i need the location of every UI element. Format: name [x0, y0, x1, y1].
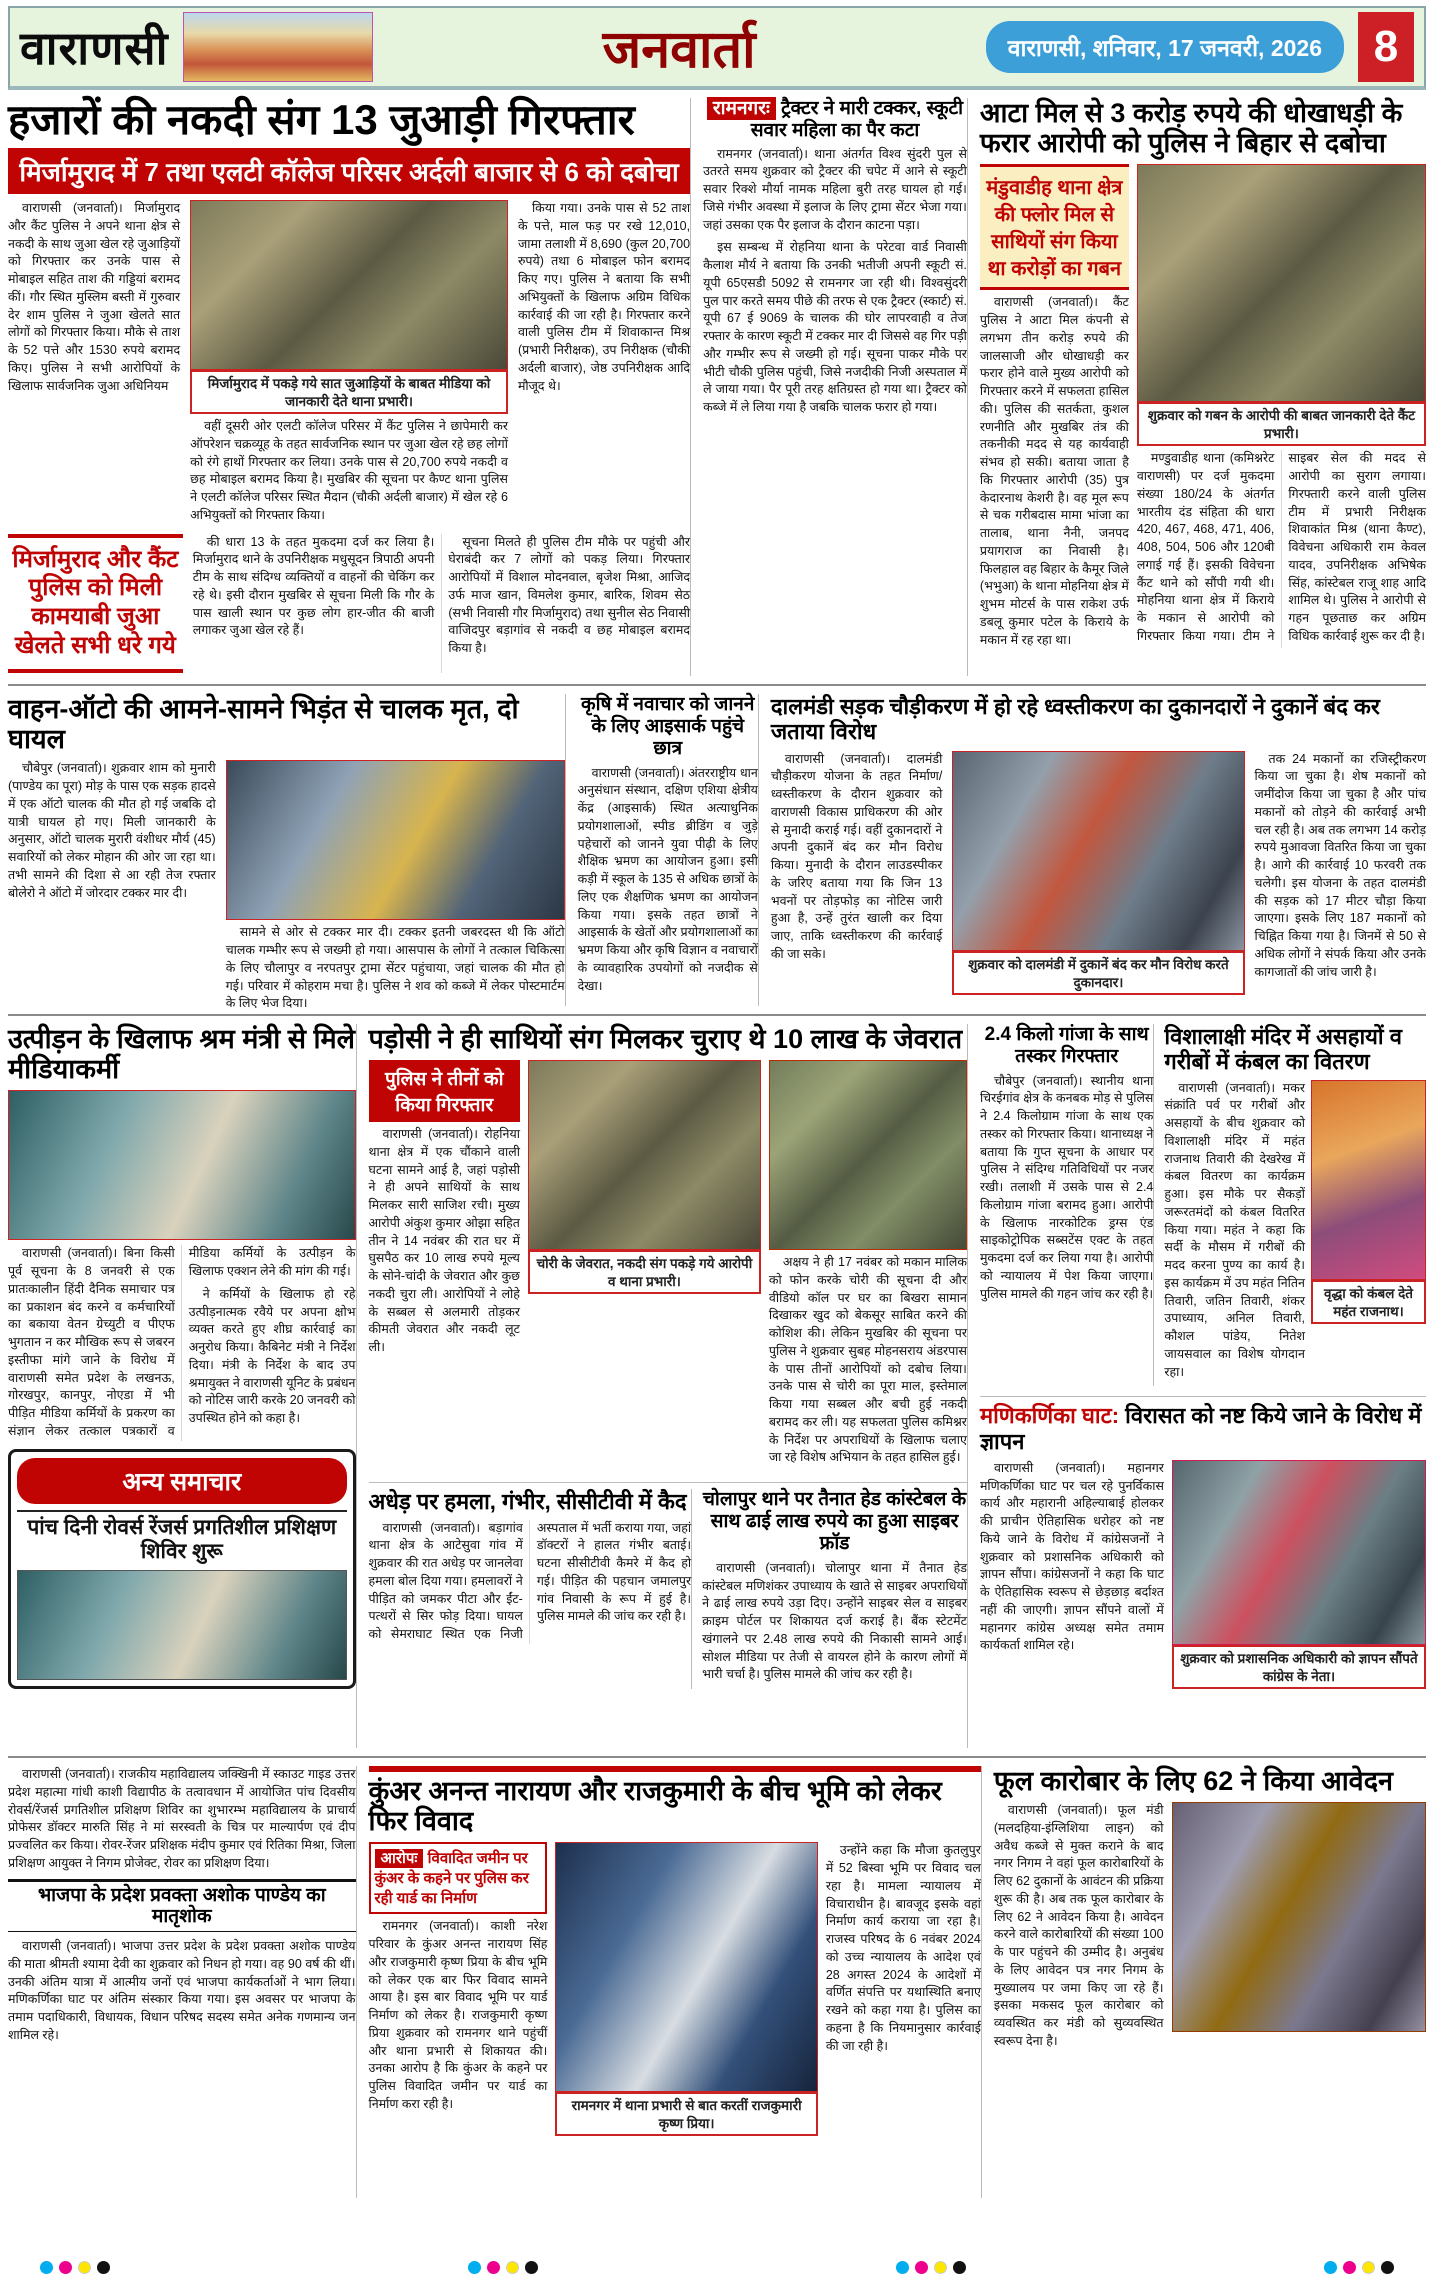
blanket-photo-caption: वृद्धा को कंबल देते महंत राजनाथ। — [1311, 1280, 1426, 1324]
auto-p2: सामने से ओर से टक्कर मार दी। टक्कर इतनी जबरदस्त थी कि ऑटो चालक गम्भीर रूप से जख्मी हो गया। आसपास के लोगों ने तत्काल चिकित्सा के लिए चौलापुर व नरपतपुर ट्रामा सेंटर पहुंचाया, जहां चालक की मौत हो गई। परिवार में कोहराम मचा है। पुलिस ने शव को कब्जे में लेकर पोस्टमार्टम के लिए भेज दिया। — [225, 925, 565, 1011]
article-ramnagar — [703, 98, 968, 676]
flourmill-headline: आटा मिल से 3 करोड़ रुपये की धोखाधड़ी के फरार आरोपी को पुलिस ने बिहार से दबोचा — [979, 98, 1403, 159]
page-number-badge: 8 — [1358, 12, 1414, 82]
blanket-p1: वाराणसी (जनवार्ता)। मकर संक्रांति पर्व पर गरीबों और असहायों के बीच शुक्रवार को विशालाक्षी मंदिर में महंत राजनाथ तिवारी की देखरेख में कंबल वितरण का कार्यक्रम हुआ। इस मौके पर सैकड़ों जरूरतमंदों को कंबल वितरित किया गया। महंत ने कहा कि सर्दी के मौसम में गरीबों की मदद करना पुण्य का कार्य है। इस कार्यक्रम में उप महंत नितिन तिवारी, जतिन तिवारी, शंकर उपाध्याय, अनिल तिवारी, कौशल पांडेय, नितेश जायसवाल का विशेष योगदान रहा। — [1164, 1080, 1305, 1379]
article-dalmandi — [771, 694, 1426, 1006]
gambling-photo — [190, 200, 508, 370]
column-bottom-left — [8, 1766, 357, 2198]
article-neighbour — [369, 1024, 967, 1472]
article-ganja — [980, 1024, 1154, 1386]
article-isarc — [578, 694, 759, 1006]
neighbour-subbox: पुलिस ने तीनों को किया गिरफ्तार — [369, 1060, 520, 1122]
manikarnika-p1: वाराणसी (जनवार्ता)। महानगर मणिकर्णिका घाट पर चल रहे पुनर्विकास कार्य और महारानी अहिल्याबाई होलकर की प्राचीन ऐतिहासिक धरोहर को नष्ट किये जाने के विरोध में कांग्रेसजनों ने शुक्रवार को प्रशासनिक अधिकारी को ज्ञापन सौंपा। कांग्रेसजनों ने कहा कि घाट के ऐतिहासिक स्वरूप से छेड़छाड़ बर्दाश्त नहीं की जाएगी। ज्ञापन सौंपने वालों में महानगर कांग्रेस अध्यक्ष समेत तमाम कार्यकर्ता शामिल रहे। — [979, 1460, 1164, 1653]
kunwar-sub-label: आरोपः — [375, 1849, 424, 1868]
article-blanket — [1164, 1024, 1426, 1386]
neighbour-photo-1 — [528, 1060, 761, 1250]
dalmandi-p1: वाराणसी (जनवार्ता)। दालमंडी चौड़ीकरण योजना के तहत निर्माण/ध्वस्तीकरण के दौरान शुक्रवार को वाराणसी विकास प्राधिकरण की ओर से मुनादी कराई गई। वहीं दुकानदारों ने अपनी दुकानें बंद कर मौन विरोध किया। मुनादी के दौरान लाउडस्पीकर के जरिए बताया गया कि जिन 13 भवनों पर तोड़फोड़ का नोटिस जारी हुआ है, उन्हें तुरंत खाली कर दिया जाए, ताकि ध्वस्तीकरण की कार्रवाई की जा सके। — [770, 751, 943, 961]
kunwar-headline: कुंअर अनन्त नारायण और राजकुमारी के बीच भूमि को लेकर फिर विवाद — [368, 1776, 942, 1837]
article-attack — [369, 1489, 693, 1689]
column-b — [369, 1024, 968, 1748]
flourmill-p2: मण्डुवाडीह थाना (कमिश्नरेट वाराणसी) पर दर्ज मुकदमा संख्या 180/24 के अंतर्गत भारतीय दंड संहिता की धारा 420, 467, 468, 471, 406, 408, 504, 506 और 120बी लगाई गई हैं। इसकी विवेचना कैंट थाने को सौंपी गयी थी। मोहनिया थाना क्षेत्र में किराये के मकान से आरोपी को गिरफ्तार किया गया। टीम ने साइबर सेल की मदद से आरोपी का सुराग लगाया। गिरफ्तारी करने वाली पुलिस टीम में प्रभारी निरीक्षक शिवाकांत मिश्र (थाना कैण्ट), विवेचना अधिकारी राम केवल यादव, उपनिरीक्षक अभिषेक सिंह, कांस्टेबल राजू शाह आदि शामिल थे। पुलिस ने आरोपी से गहन पूछताछ कर अग्रिम विधिक कार्रवाई शुरू कर दी है। — [1136, 451, 1426, 643]
rovers-photo — [17, 1570, 347, 1680]
section-lower — [8, 1016, 1426, 1758]
edition-date-pill: वाराणसी, शनिवार, 17 जनवरी, 2026 — [986, 21, 1344, 73]
auto-headline: वाहन-ऑटो की आमने-सामने भिड़ंत से चालक मृत, दो घायल — [8, 694, 519, 755]
registration-marks-left — [40, 2261, 110, 2274]
isarc-p1: वाराणसी (जनवार्ता)। अंतरराष्ट्रीय धान अनुसंधान संस्थान, दक्षिण एशिया क्षेत्रीय केंद्र (आइसार्क) स्थित अत्याधुनिक प्रयोगशालाओं, स्पीड ब्रीडिंग व जुड़े पहेचारों को जानने युवा पीढ़ी के लिए शैक्षिक भ्रमण का आयोजन हुआ। इसी कड़ी में स्कूल के 135 से अधिक छात्रों के लिए एक शैक्षणिक भ्रमण का आयोजन किया गया। इसके तहत छात्रों ने आइसार्क के खेतों और प्रयोगशालाओं का भ्रमण किया और कृषि विज्ञान व नवाचारों के व्यावहारिक उपयोगों को नजदीक से देखा। — [577, 765, 758, 993]
kunwar-sub-text: विवादित जमीन पर कुंअर के कहने पर पुलिस कर रही यार्ड का निर्माण — [374, 1850, 529, 1908]
neighbour-headline: पड़ोसी ने ही साथियों संग मिलकर चुराए थे 10 लाख के जेवरात — [368, 1024, 963, 1054]
paper-title: जनवार्ता — [602, 20, 756, 79]
registration-marks-center-right — [896, 2261, 966, 2274]
kunwar-photo — [555, 1842, 817, 2092]
article-flourmill — [980, 98, 1426, 676]
labour-p1: वाराणसी (जनवार्ता)। बिना किसी पूर्व सूचना के 8 जनवरी से एक प्रातःकालीन हिंदी दैनिक समाचार पत्र का प्रकाशन बंद करने व कर्मचारियों का बकाया वेतन ग्रेच्युटी व पीएफ भुगतान न कर मौखिक रूप से जबरन इस्तीफा मांगे जाने के विरोध में वाराणसी समेत प्रदेश के लखनऊ, गोरखपुर, कानपुर, नोएडा में भी पीड़ित मीडिया कर्मियों के प्रकरण का संज्ञान लेकर तत्काल पत्रकारों व मीडिया कर्मियों के उत्पीड़न के खिलाफ एक्शन लेने की मांग की गई। — [8, 1246, 356, 1438]
ramnagar-headline: ट्रैक्टर ने मारी टक्कर, स्कूटी सवार महिला का पैर कटा — [750, 98, 964, 141]
ganja-headline: 2.4 किलो गांजा के साथ तस्कर गिरफ्तार — [984, 1024, 1149, 1067]
gambling-p1: वाराणसी (जनवार्ता)। मिर्जामुराद और कैंट पुलिस ने अपने थाना क्षेत्र से नकदी के साथ जुआ खेल रहे जुआड़ियों को गिरफ्तार कर उनके पास से मोबाइल सहित ताश की गड्डियां बरामद कीं। गौर स्थित मुस्लिम बस्ती में गुरुवार देर शाम पुलिस ने जुआ खेलते सात लोगों को गिरफ्तार किया। मौके से ताश के 52 पत्ते और 1530 रुपये बरामद किए। पुलिस ने सभी आरोपियों के खिलाफ सार्वजनिक जुआ अधिनियम — [8, 201, 181, 393]
auto-photo — [226, 760, 565, 920]
labour-p2: ने कर्मियों के खिलाफ हो रहे उत्पीड़नात्मक रवैये पर अपना क्षोभ व्यक्त करते हुए शीघ्र कार्रवाई का अनुरोध किया। कैबिनेट मंत्री ने निर्देश दिया। मंत्री के निर्देश के बाद उप श्रमायुक्त ने वाराणसी यूनिट के प्रबंधन को नोटिस जारी करके 20 जनवरी को उपस्थित होने को कहा है। — [188, 1286, 356, 1426]
gambling-photo-caption: मिर्जामुराद में पकड़े गये सात जुआड़ियों के बाबत मीडिया को जानकारी देते थाना प्रभारी। — [190, 370, 508, 414]
cyber-p1: वाराणसी (जनवार्ता)। चोलापुर थाना में तैनात हेड कांस्टेबल मणिशंकर उपाध्याय के खाते से साइबर अपराधियों ने ढाई लाख रुपये उड़ा दिए। उन्होंने साइबर सेल व साइबर क्राइम पोर्टल पर शिकायत दर्ज कराई है। बैंक स्टेटमेंट खंगालने पर 2.48 लाख रुपये की निकासी सामने आई। सोशल मीडिया पर तेजी से वायरल होने के कारण लोगों में भारी चर्चा है। पुलिस मामले की जांच कर रही है। — [702, 1560, 967, 1682]
manikarnika-photo — [1172, 1460, 1426, 1645]
ramnagar-p2: इस सम्बन्ध में रोहनिया थाना के परेटवा वार्ड निवासी कैलाश मौर्य ने बताया कि उनकी भतीजी अपनी स्कूटी सं. यूपी 65एसडी 5092 से रामनगर जा रही थी। विश्वसुंदरी पुल पार करते समय पीछे की तरफ से एक ट्रैक्टर (स्कार्ट) सं. यूपी 67 ई 9069 के चालक की घोर लापरवाही व तेज रफ्तार के कारण स्कूटी में टक्कर मार दी जिससे वह गिर पड़ी और गम्भीर रूप से जख्मी हो गई। सूचना पाकर मौके पर भीटी चौकी पुलिस पहुंची, जिसे नजदीकी निजी अस्पताल में ले जाया गया। पैर पूरी तरह क्षतिग्रस्त हो गया था। ट्रैक्टर को कब्जे में ले लिया गया है जबकि चालक फरार हो गया। — [703, 240, 967, 415]
ramnagar-kicker: रामनगरः — [707, 97, 776, 120]
attack-headline: अधेड़ पर हमला, गंभीर, सीसीटीवी में कैद — [368, 1489, 687, 1515]
section-middle — [8, 686, 1426, 1016]
article-gambling — [8, 98, 691, 676]
flourmill-kicker-box: मंडुवाडीह थाना क्षेत्र की फ्लोर मिल से साथियों संग किया था करोड़ों का गबन — [980, 164, 1129, 290]
dalmandi-photo — [952, 751, 1244, 951]
masthead-city: वाराणसी — [20, 22, 169, 74]
auto-p1: चौबेपुर (जनवार्ता)। शुक्रवार शाम को मुनारी (पाण्डेय का पूरा) मोड़ के पास एक सड़क हादसे में एक ऑटो चालक की मौत हो गई जबकि दो यात्री घायल हो गए। मिली जानकारी के अनुसार, ऑटो चालक मुरारी वंशीधर मौर्य (45) सवारियों को लेकर मोहान की ओर जा रहा था। तभी सामने की दिशा से आ रही तेज रफ्तार बोलेरो ने ऑटो में जोरदार टक्कर मार दी। — [8, 761, 216, 900]
rovers-p1: वाराणसी (जनवार्ता)। राजकीय महाविद्यालय जक्खिनी में स्काउट गाइड उत्तर प्रदेश महात्मा गांधी काशी विद्यापीठ के तत्वावधान में आयोजित पांच दिवसीय रोवर्स/रेंजर्स प्रगतिशील प्रशिक्षण शिविर का शुभारम्भ महाविद्यालय के प्राचार्य प्रोफेसर डॉक्टर मारुति सिंह ने मां सरस्वती के चित्र पर माल्यार्पण एवं दीप प्रज्वलित कर किया। रोवर-रेंजर प्रशिक्षक मंदीप कुमार एवं रितिका मिश्रा, जिला प्रशिक्षण आयुक्त ने निगम प्रोजेक्ट, रोवर का प्रशिक्षण दिया। — [8, 1767, 356, 1870]
section-top — [8, 90, 1426, 686]
masthead — [8, 6, 1426, 90]
gambling-p3: सूचना मिलते ही पुलिस टीम मौके पर पहुंची और घेराबंदी कर 7 लोगों को पकड़ लिया। गिरफ्तार आरोपियों में विशाल मोदनवाल, बृजेश मिश्रा, आजिद उर्फ माज खान, विमलेश कुमार, बारिक, शिवम सेठ (सभी निवासी गौर मिर्जामुराद) तथा सुनील सेठ निवासी वाजिदपुर बड़ागांव से नकदी व छह मोबाइल बरामद किया है। — [448, 534, 691, 656]
neighbour-photo-caption: चोरी के जेवरात, नकदी संग पकड़े गये आरोपी व थाना प्रभारी। — [528, 1250, 761, 1294]
dalmandi-photo-caption: शुक्रवार को दालमंडी में दुकानें बंद कर मौन विरोध करते दुकानदार। — [952, 951, 1244, 995]
registration-marks — [0, 2261, 1434, 2274]
gambling-headline: हजारों की नकदी संग 13 जुआड़ी गिरफ्तार — [8, 96, 635, 143]
gambling-success-box: मिर्जामुराद और कैंट पुलिस को मिली कामयाबी जुआ खेलते सभी धरे गये — [8, 534, 183, 673]
gambling-p2: की धारा 13 के तहत मुकदमा दर्ज कर लिया है। मिर्जामुराद थाने के उपनिरीक्षक मधुसूदन त्रिपाठी अपनी टीम के साथ संदिग्ध व्यक्तियों व वाहनों की चेकिंग कर रहे थे। इसी दौरान मुखबिर से सूचना मिली कि गौर के पास खाली स्थान पर कुछ लोग हार-जीत की बाजी लगाकर जुआ खेल रहे हैं। — [192, 534, 435, 638]
bjp-headline: भाजपा के प्रदेश प्रवक्ता अशोक पाण्डेय का मातृशोक — [8, 1879, 356, 1933]
article-manikarnika — [980, 1396, 1426, 1689]
registration-marks-right — [1324, 2261, 1394, 2274]
article-cyber — [702, 1489, 967, 1689]
flourmill-photo-caption: शुक्रवार को गबन के आरोपी की बाबत जानकारी देते कैंट प्रभारी। — [1137, 402, 1426, 446]
kunwar-p1: रामनगर (जनवार्ता)। काशी नरेश परिवार के कुंअर अनन्त नारायण सिंह और राजकुमारी कृष्ण प्रिया के बीच भूमि को लेकर एक बार फिर विवाद सामने आया है। इस बार विवाद भूमि पर यार्ड निर्माण को लेकर है। राजकुमारी कृष्ण प्रिया शुक्रवार को रामनगर थाने पहुंचीं और थाना प्रभारी से शिकायत की। उनका आरोप है कि कुंअर के कहने पर पुलिस विवादित जमीन पर यार्ड का निर्माण करा रही है। — [368, 1919, 548, 2111]
section-bottom — [8, 1758, 1426, 2206]
article-labour — [8, 1024, 356, 1441]
other-news-title: अन्य समाचार — [17, 1458, 347, 1504]
dalmandi-headline: दालमंडी सड़क चौड़ीकरण में हो रहे ध्वस्तीकरण का दुकानदारों ने दुकानें बंद कर जताया विरोध — [770, 694, 1380, 745]
column-c — [980, 1024, 1426, 1748]
labour-headline: उत्पीड़न के खिलाफ श्रम मंत्री से मिले मीडियाकर्मी — [8, 1024, 355, 1085]
blanket-headline: विशालाक्षी मंदिर में असहायों व गरीबों में कंबल का वितरण — [1164, 1024, 1402, 1075]
cyber-headline: चोलापुर थाने पर तैनात हेड कांस्टेबल के साथ ढाई लाख रुपये का हुआ साइबर फ्रॉड — [702, 1489, 967, 1554]
flourmill-p1: वाराणसी (जनवार्ता)। कैंट पुलिस ने आटा मिल कंपनी से लगभग तीन करोड़ रुपये की जालसाजी और धोखाधड़ी कर फरार होने वाले मुख्य आरोपी को गिरफ्तार करने में सफलता हासिल की। पुलिस की सतर्कता, कुशल रणनीति और मुखबिर तंत्र की तकनीकी मदद से यह कार्यवाही संभव हो सकी। बताया जाता है कि गिरफ्तार आरोपी (35) पुत्र केदारनाथ केशरी है। वह मूल रूप से चक गरीबदास मामा भांजा का तालाब, थाना नैनी, जनपद प्रयागराज का निवासी है। फिलहाल वह बिहार के कैमूर जिले (भभुआ) के थाना मोहनिया क्षेत्र में शुभम मोटर्स के पास राकेश उर्फ डबलू कुमार पटेल के किराये के मकान में रह रहा था। — [979, 295, 1129, 647]
blanket-photo — [1311, 1080, 1426, 1280]
gambling-p4: वहीं दूसरी ओर एलटी कॉलेज परिसर में कैंट पुलिस ने छापेमारी कर ऑपरेशन चक्रव्यूह के तहत सार्वजनिक स्थान पर जुआ खेल रहे छह लोगों को रंगे हाथों गिरफ्तार कर लिया। उनके पास से 20,700 रुपये नकदी व छह मोबाइल बरामद किया है। मुखबिर की सूचना पर कैण्ट थाना पुलिस ने एलटी कॉलेज परिसर स्थित मैदान (चौकी अर्दली बाजार) में खेल रहे 6 अभियुक्तों को गिरफ्तार किया। — [190, 419, 508, 522]
ramnagar-p1: रामनगर (जनवार्ता)। थाना अंतर्गत विश्व सुंदरी पुल से उतरते समय शुक्रवार को ट्रैक्टर की चपेट में आने से स्कूटी सवार रिक्शे मौर्या नामक महिला बुरी तरह घायल हो गई। जिसे गंभीर अवस्था में इलाज के लिए ट्रामा सेंटर भेजा गया। जहां उसका एक पैर इलाज के दौरान काटना पड़ा। — [703, 146, 967, 232]
flower-headline: फूल कारोबार के लिए 62 ने किया आवेदन — [993, 1766, 1394, 1796]
article-auto — [8, 694, 566, 1011]
neighbour-photo-2 — [769, 1060, 967, 1250]
labour-photo — [8, 1090, 356, 1240]
gambling-subhead: मिर्जामुराद में 7 तथा एलटी कॉलेज परिसर अर्दली बाजार से 6 को दबोचा — [8, 148, 690, 194]
attack-p1: वाराणसी (जनवार्ता)। बड़ागांव थाना क्षेत्र के आटेसुवा गांव में शुक्रवार की रात अधेड़ पर जानलेवा हमला बोल दिया गया। हमलावरों ने पीड़ित को जमकर पीटा और ईंट-पत्थरों से सिर फोड़ दिया। घायल को सेमराघाट स्थित एक निजी अस्पताल में भर्ती कराया गया, जहां डॉक्टरों ने हालत गंभीर बताई। घटना सीसीटीवी कैमरे में कैद हो गई। पीड़ित की पहचान जमालपुर गांव निवासी के रूप में हुई है। पुलिस मामले की जांच कर रही है। — [368, 1520, 692, 1642]
column-a — [8, 1024, 357, 1748]
bjp-p1: वाराणसी (जनवार्ता)। भाजपा उत्तर प्रदेश के प्रदेश प्रवक्ता अशोक पाण्डेय की माता श्रीमती श्यामा देवी का शुक्रवार को निधन हो गया। वह 90 वर्ष की थीं। उनकी अंतिम यात्रा में आत्मीय जनों एवं भाजपा कार्यकर्ताओं ने भाग लिया। मणिकर्णिका घाट पर अंतिम संस्कार किया गया। इस अवसर पर भाजपा के तमाम पदाधिकारी, विधायक, विधान परिषद सदस्य समेत अनेक गणमान्य जन शामिल रहे। — [8, 1939, 356, 2042]
flower-p1: वाराणसी (जनवार्ता)। फूल मंडी (मलदहिया-इंग्लिशिया लाइन) को अवैध कब्जे से मुक्त कराने के बाद नगर निगम ने वहां फूल कारोबारियों के लिए 62 दुकानों के आवंटन की प्रक्रिया शुरू की है। अब तक फूल कारोबार के लिए 62 ने आवेदन किया है। आवेदन करने वाले कारोबारियों की संख्या 100 के पार पहुंचने की उम्मीद है। अनुबंध के लिए आवेदन पत्र नगर निगम के मुख्यालय पर जमा किए जा रहे हैं। इसका मकसद फूल कारोबार को व्यवस्थित कर मंडी को सुव्यवस्थित स्वरूप देना है। — [993, 1803, 1164, 2048]
neighbour-p1: वाराणसी (जनवार्ता)। रोहनिया थाना क्षेत्र में एक चौंकाने वाली घटना सामने आई है, जहां पड़ोसी ने ही अपने साथियों के साथ मिलकर सारी साजिश रची। मुख्य आरोपी अंकुश कुमार ओझा सहित तीन ने 14 नवंबर की रात घर में घुसपैठ कर 10 लाख रुपये मूल्य के सोने-चांदी के जेवरात और कुछ नकदी चुरा ली। आरोपियों ने लोहे के सब्बल से अलमारी तोड़कर कीमती जेवरात और नकदी लूट ली। — [368, 1127, 520, 1355]
article-flower — [994, 1766, 1426, 2198]
flower-photo — [1172, 1802, 1426, 2032]
dalmandi-p2: तक 24 मकानों का रजिस्ट्रीकरण किया जा चुका है। शेष मकानों को जमींदोज किया जा चुका है और पांच मकानों को तोड़ने की कार्रवाई अभी चल रही है। अब तक लगभग 14 करोड़ रुपये मुआवजा वितरित किया जा चुका है। आगे की कार्रवाई 10 फरवरी तक चलेगी। इस योजना के तहत दालमंडी की सड़क को 17 मीटर चौड़ा किया जाएगा। इसके लिए 187 मकानों को चिह्नित किया गया है। जिनमें से 50 से अधिक लोगों ने संपर्क किया और उनके कागजातों की जांच जारी है। — [1254, 751, 1427, 979]
isarc-headline: कृषि में नवाचार को जानने के लिए आइसार्क पहुंचे छात्र — [581, 694, 755, 759]
kunwar-photo-caption: रामनगर में थाना प्रभारी से बात करतीं राजकुमारी कृष्ण प्रिया। — [555, 2092, 817, 2136]
rovers-headline: पांच दिनी रोवर्स रेंजर्स प्रगतिशील प्रशिक्षण शिविर शुरू — [17, 1510, 347, 1564]
ganja-p1: चौबेपुर (जनवार्ता)। स्थानीय थाना चिरईगांव क्षेत्र के कनबक मोड़ से पुलिस ने 2.4 किलोग्राम गांजा के साथ एक तस्कर को गिरफ्तार किया। थानाध्यक्ष ने बताया कि गुप्त सूचना के आधार पर पुलिस ने संदिग्ध गतिविधियों पर नजर रखी। तलाशी में उसके पास से 2.4 किलोग्राम गांजा बरामद हुआ। आरोपी के खिलाफ नारकोटिक ड्रग्स एंड साइकोट्रोपिक सब्सटेंस एक्ट के तहत मुकदमा दर्ज कर लिया गया है। आरोपी को न्यायालय में पेश किया जाएगा। पुलिस मामले की गहन जांच कर रही है। — [979, 1073, 1154, 1301]
kunwar-p2: उन्होंने कहा कि मौजा कुतलुपुर में 52 बिस्वा भूमि पर विवाद चल रहा है। मामला न्यायालय में विचाराधीन है। बावजूद इसके वहां निर्माण कार्य कराया जा रहा है। राजस्व परिषद के 6 नवंबर 2024 को उच्च न्यायालय के आदेश एवं 28 अगस्त 2024 के आदेशों में वर्णित संपत्ति पर यथास्थिति बनाए रखने को कहा गया है। पुलिस का कहना है कि नियमानुसार कार्रवाई की जा रही है। — [825, 1843, 981, 2053]
ganga-ghat-photo — [183, 12, 373, 82]
manikarnika-photo-caption: शुक्रवार को प्रशासनिक अधिकारी को ज्ञापन सौंपते कांग्रेस के नेता। — [1172, 1645, 1426, 1689]
registration-marks-center-left — [468, 2261, 538, 2274]
other-news-box — [8, 1449, 356, 1689]
gambling-p5: किया गया। उनके पास से 52 ताश के पत्ते, माल फड़ पर रखे 12,010, जामा तलाशी में 8,690 (कुल 20,700 रुपये) तथा 6 मोबाइल फोन बरामद किए गए। पुलिस ने बताया कि सभी अभियुक्तों के खिलाफ अग्रिम विधिक कार्रवाई की जा रही है। गिरफ्तार करने वाली पुलिस टीम में शिवाकान्त मिश्र (प्रभारी निरीक्षक), उप निरीक्षक (चौकी अर्दली बाजार), जेष्ठ उपनिरीक्षक आदि मौजूद थे। — [517, 201, 691, 393]
manikarnika-headline: विरासत को नष्ट किये जाने के विरोध में ज्ञापन — [979, 1403, 1422, 1454]
article-kunwar — [369, 1766, 982, 2198]
manikarnika-kicker: मणिकर्णिका घाट: — [979, 1403, 1120, 1429]
flourmill-photo — [1137, 164, 1426, 402]
neighbour-p2: अक्षय ने ही 17 नवंबर को मकान मालिक को फोन करके चोरी की सूचना दी और वीडियो कॉल पर घर का बिखरा सामान दिखाकर खुद को बेकसूर साबित करने की कोशिश की। लेकिन मुखबिर की सूचना पर पुलिस ने शुक्रवार सुबह मोहनसराय अंडरपास के पास तीनों आरोपियों को दबोच लिया। उनके पास से चोरी का पूरा माल, इस्तेमाल किया गया सब्बल और बची हुई नकदी बरामद कर ली। यह सफलता पुलिस कमिश्नर के निर्देश पर अपराधियों के खिलाफ चलाए जा रहे विशेष अभियान के तहत हासिल हुई। — [768, 1255, 967, 1465]
